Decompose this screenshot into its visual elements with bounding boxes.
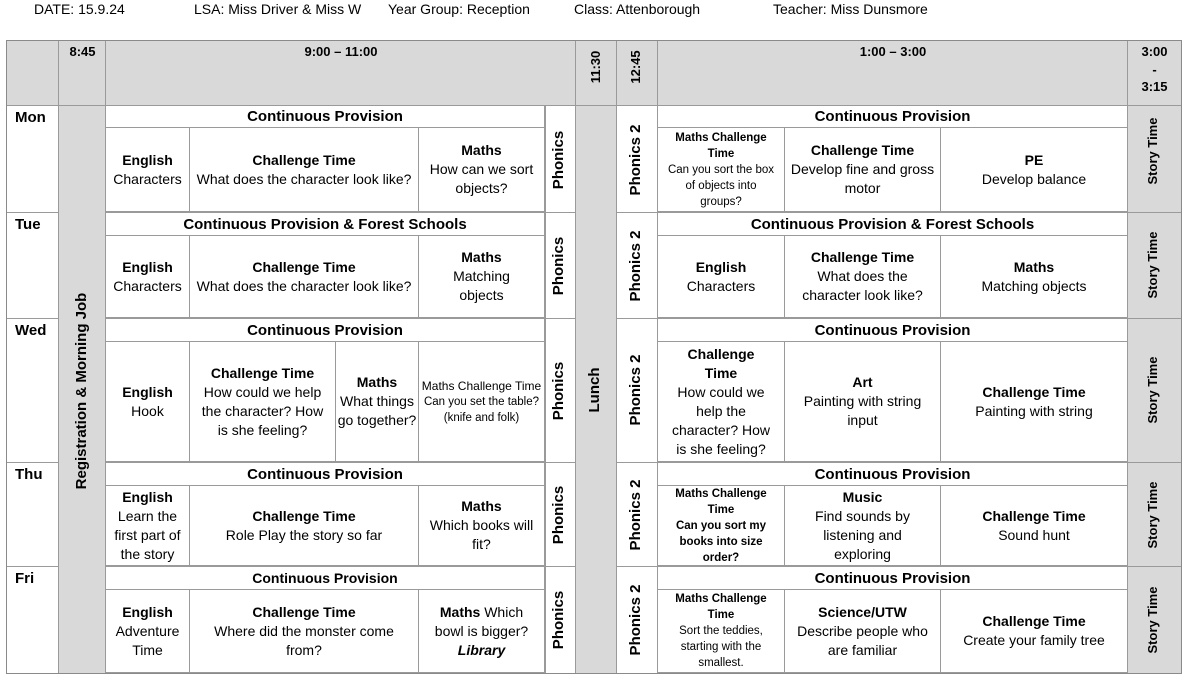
lesson-detail: Can you set the table? (knife and folk) (423, 395, 540, 424)
lesson-detail: Develop fine and gross motor (790, 161, 935, 196)
thu-am-title (106, 462, 545, 486)
wed-pm-title (658, 318, 1128, 342)
lesson-subject: Art (852, 374, 873, 390)
phonics2-divider (617, 566, 658, 567)
phonics2-fri: Phonics 2 (627, 584, 644, 656)
mon-pm-challenge (785, 128, 941, 212)
section-title: Continuous Provision (814, 465, 971, 483)
lesson-detail: How could we help the character? How is she feeling? (201, 383, 324, 438)
time-label-1130: 11:30 (588, 50, 603, 84)
lesson-detail: Which bowl is bigger? (434, 603, 529, 639)
time-label-315: 3:15 (1141, 79, 1168, 94)
phonics-thu: Phonics (550, 485, 567, 545)
header-bar (0, 0, 1193, 24)
tue-am-title (106, 212, 545, 236)
lesson-subject: English (122, 603, 173, 620)
day-divider (7, 566, 59, 567)
phonics-tue: Phonics (550, 236, 567, 296)
lesson-detail: Can you sort my books into size order? (675, 519, 767, 564)
lesson-detail: What things go together? (337, 393, 417, 428)
lesson-subject: English (122, 383, 173, 400)
day-column (7, 106, 59, 673)
wed-pm-art (785, 342, 941, 462)
lesson-subject: English (122, 151, 173, 168)
header-corner (7, 41, 59, 106)
fri-pm-challenge (941, 590, 1128, 673)
lesson-subject: Maths Challenge Time (675, 131, 767, 160)
wed-am-english (106, 342, 190, 462)
class-label: Class: Attenborough (574, 1, 701, 17)
fri-pm-title (658, 566, 1128, 590)
year-group-label: Year Group: Reception (388, 1, 530, 17)
story-divider (1128, 318, 1181, 319)
section-title: Continuous Provision (252, 570, 398, 586)
story-wed: Story Time (1145, 356, 1160, 424)
registration-label: Registration & Morning Job (73, 292, 90, 490)
lesson-detail: Characters (113, 170, 182, 187)
time-label-afternoon: 1:00 – 3:00 (859, 44, 927, 59)
time-label-morning: 9:00 – 11:00 (304, 44, 378, 59)
time-label-1245: 12:45 (628, 50, 643, 84)
lesson-note: Library (457, 641, 506, 658)
fri-pm-maths-challenge (658, 590, 785, 673)
lesson-detail: How could we help the character? How is she feeling? (671, 383, 771, 457)
lesson-detail: Characters (686, 277, 756, 294)
lesson-subject: Challenge Time (982, 613, 1086, 629)
thu-pm-title (658, 462, 1128, 486)
phonics2-divider (617, 462, 658, 463)
day-label-fri: Fri (15, 570, 35, 587)
section-title: Continuous Provision (247, 465, 403, 483)
wed-am-challenge (190, 342, 336, 462)
lesson-detail: What does the character look like? (802, 268, 923, 303)
lesson-subject: Maths (461, 498, 502, 514)
thu-am-maths (419, 486, 545, 566)
section-title: Continuous Provision & Forest Schools (750, 215, 1035, 233)
phonics-wed: Phonics (550, 361, 567, 421)
wed-pm-challenge-2 (941, 342, 1128, 462)
tue-pm-english (658, 236, 785, 318)
phonics2-mon: Phonics 2 (627, 124, 644, 196)
fri-am-challenge (190, 590, 419, 673)
phonics-fri: Phonics (550, 590, 567, 650)
lesson-detail: Learn the first part of the story (114, 507, 181, 562)
lesson-subject: English (122, 258, 173, 275)
section-title: Continuous Provision (247, 108, 403, 125)
mon-pm-pe (941, 128, 1128, 212)
wed-pm-challenge (658, 342, 785, 462)
lesson-detail: Sound hunt (998, 526, 1070, 543)
mon-am-challenge (190, 128, 419, 212)
lesson-detail: Develop balance (981, 170, 1087, 187)
lesson-detail: Characters (113, 277, 182, 294)
fri-am-maths (419, 590, 545, 673)
lesson-detail: Hook (131, 402, 164, 419)
day-divider (7, 318, 59, 319)
section-title: Continuous Provision (814, 108, 971, 125)
lesson-detail: What does the character look like? (196, 170, 412, 187)
lesson-subject: Challenge Time (810, 249, 915, 265)
story-divider (1128, 462, 1181, 463)
lesson-subject: Science/UTW (818, 603, 907, 620)
lesson-subject: Challenge Time (210, 364, 315, 381)
lesson-subject: Challenge Time (982, 507, 1086, 524)
lesson-subject: Challenge Time (252, 258, 356, 275)
mon-am-maths (419, 128, 545, 212)
lesson-detail: Which books will fit? (429, 517, 534, 552)
lesson-subject: Maths Challenge Time (421, 378, 542, 393)
phonics-divider (545, 318, 576, 319)
mon-pm-title (658, 106, 1128, 128)
fri-am-title (106, 566, 545, 590)
lesson-subject: Challenge Time (982, 383, 1086, 400)
lesson-subject: Maths (461, 249, 502, 265)
phonics-mon: Phonics (550, 130, 567, 190)
teacher-label: Teacher: Miss Dunsmore (773, 1, 928, 17)
mon-pm-maths-challenge (658, 128, 785, 212)
lesson-subject: English (122, 488, 173, 505)
phonics2-divider (617, 318, 658, 319)
story-divider (1128, 212, 1181, 213)
story-mon: Story Time (1145, 117, 1160, 185)
thu-pm-challenge (941, 486, 1128, 566)
lesson-detail: How can we sort objects? (429, 161, 534, 196)
lesson-subject: Music (842, 488, 883, 505)
thu-am-english (106, 486, 190, 566)
section-title: Continuous Provision (814, 569, 971, 587)
day-label-wed: Wed (15, 322, 47, 339)
day-label-tue: Tue (15, 216, 41, 233)
lesson-subject: Challenge Time (810, 142, 915, 158)
mon-am-title (106, 106, 545, 128)
lesson-detail: Painting with string input (803, 393, 922, 428)
section-title: Continuous Provision & Forest Schools (183, 215, 467, 233)
story-fri: Story Time (1145, 586, 1160, 654)
lesson-subject: Maths Challenge Time (675, 593, 767, 621)
phonics2-thu: Phonics 2 (627, 479, 644, 551)
lesson-detail: Sort the teddies, starting with the smallest. (679, 625, 763, 669)
day-divider (7, 212, 59, 213)
section-title: Continuous Provision (814, 321, 971, 339)
lesson-subject: Challenge Time (252, 603, 356, 620)
lesson-subject: Maths (356, 374, 398, 390)
phonics-divider (545, 212, 576, 213)
lesson-subject: Maths (439, 603, 481, 620)
time-label-845: 8:45 (69, 44, 96, 59)
tue-pm-title (658, 212, 1128, 236)
tue-am-english (106, 236, 190, 318)
phonics2-wed: Phonics 2 (627, 354, 644, 426)
story-tue: Story Time (1145, 231, 1160, 299)
lesson-subject: Maths (461, 142, 502, 158)
lesson-detail: What does the character look like? (196, 277, 412, 294)
day-divider (7, 462, 59, 463)
wed-am-maths-challenge (419, 342, 545, 462)
phonics-divider (545, 462, 576, 463)
lesson-detail: Where did the monster come from? (214, 622, 394, 658)
story-divider (1128, 566, 1181, 567)
phonics-divider (545, 566, 576, 567)
lesson-subject: Challenge Time (252, 151, 356, 168)
lesson-subject: Challenge Time (687, 345, 755, 381)
lesson-detail: Painting with string (975, 402, 1093, 419)
phonics2-divider (617, 212, 658, 213)
lesson-detail: Adventure Time (115, 622, 180, 658)
tue-pm-maths (941, 236, 1128, 318)
thu-am-challenge (190, 486, 419, 566)
lesson-detail: Role Play the story so far (225, 526, 383, 543)
lesson-detail: Can you sort the box of objects into groups? (667, 163, 775, 208)
time-label-300: 3:00 (1141, 44, 1168, 59)
lesson-detail: Matching objects (981, 277, 1087, 294)
time-label-dash: - (1152, 62, 1157, 77)
lsa-label: LSA: Miss Driver & Miss W (194, 1, 362, 17)
wed-am-maths (336, 342, 419, 462)
lesson-subject: Maths (1013, 258, 1055, 275)
tue-pm-challenge (785, 236, 941, 318)
mon-am-english (106, 128, 190, 212)
fri-pm-science (785, 590, 941, 673)
phonics2-tue: Phonics 2 (627, 230, 644, 302)
tue-am-challenge (190, 236, 419, 318)
lesson-subject: English (695, 258, 747, 275)
wed-am-title (106, 318, 545, 342)
lesson-subject: Challenge Time (252, 507, 356, 524)
day-label-mon: Mon (15, 109, 46, 126)
lesson-subject: Maths Challenge Time (675, 487, 767, 516)
section-title: Continuous Provision (247, 321, 403, 339)
story-thu: Story Time (1145, 481, 1160, 549)
lunch-label: Lunch (586, 367, 603, 413)
tue-am-maths (419, 236, 545, 318)
thu-pm-maths-challenge (658, 486, 785, 566)
lesson-subject: PE (1024, 151, 1044, 168)
thu-pm-music (785, 486, 941, 566)
lesson-detail: Matching objects (453, 268, 510, 303)
fri-am-english (106, 590, 190, 673)
lesson-detail: Create your family tree (963, 632, 1105, 648)
lesson-detail: Find sounds by listening and exploring (815, 507, 910, 562)
day-label-thu: Thu (15, 466, 43, 483)
lesson-detail: Describe people who are familiar (797, 622, 928, 658)
date-label: DATE: 15.9.24 (34, 1, 125, 17)
